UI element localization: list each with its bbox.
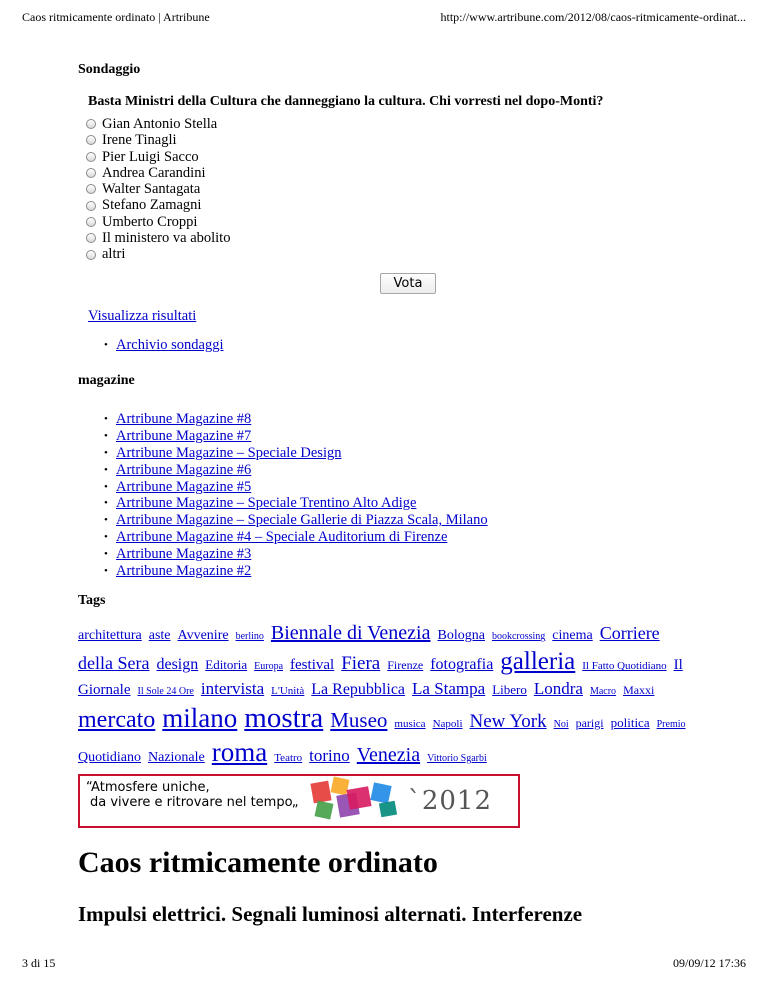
poll-option-label: Il ministero va abolito xyxy=(102,230,231,247)
poll-option-label: Irene Tinagli xyxy=(102,132,177,149)
tag-link[interactable]: Libero xyxy=(492,681,527,697)
article-subtitle: Impulsi elettrici. Segnali luminosi alternati. Interferenze xyxy=(78,901,583,926)
banner-slogan-line2: da vivere e ritrovare nel tempo„ xyxy=(90,794,299,810)
list-item xyxy=(104,411,698,428)
tag-link[interactable]: Premio xyxy=(656,718,686,730)
tag-link[interactable]: Corriere della Sera xyxy=(78,623,660,674)
radio-button[interactable] xyxy=(86,184,96,194)
print-header-title: Caos ritmicamente ordinato | Artribune xyxy=(22,10,210,24)
poll-options xyxy=(86,116,698,263)
poll-heading: Sondaggio xyxy=(78,62,141,77)
tag-link[interactable]: Firenze xyxy=(387,658,424,673)
poll-option-label: Andrea Carandini xyxy=(102,164,206,181)
tags-widget xyxy=(78,593,698,769)
magazine-link[interactable]: Artribune Magazine #6 xyxy=(116,461,252,478)
tag-link[interactable]: Fiera xyxy=(341,653,381,675)
tag-link[interactable]: berlino xyxy=(235,631,264,643)
banner-square xyxy=(346,786,371,810)
poll-option-label: altri xyxy=(102,246,126,263)
tag-link[interactable]: Vittorio Sgarbi xyxy=(427,752,487,764)
tag-link[interactable]: torino xyxy=(309,745,350,765)
vote-row xyxy=(78,273,698,294)
tag-link[interactable]: politica xyxy=(610,714,650,730)
tag-link[interactable]: Europa xyxy=(254,661,284,673)
magazine-link[interactable]: Artribune Magazine – Speciale Gallerie di Piazza Scala, Milano xyxy=(116,512,488,529)
tag-link[interactable]: bookcrossing xyxy=(491,631,546,643)
list-item xyxy=(104,445,698,462)
magazine-link[interactable]: Artribune Magazine – Speciale Design xyxy=(116,445,342,462)
poll-question: Basta Ministri della Cultura che danneggiano la cultura. Chi vorresti nel dopo-Monti? xyxy=(88,94,604,109)
tag-link[interactable]: mostra xyxy=(244,701,324,734)
magazine-widget xyxy=(78,373,698,579)
tag-link[interactable]: mercato xyxy=(78,706,156,733)
tag-link[interactable]: intervista xyxy=(200,678,265,698)
list-item xyxy=(104,337,698,354)
tag-cloud xyxy=(78,621,698,769)
radio-button[interactable] xyxy=(86,233,96,243)
print-header-url: http://www.artribune.com/2012/08/caos-ritmicamente-ordinat... xyxy=(440,10,746,24)
radio-button[interactable] xyxy=(86,217,96,227)
poll-option[interactable] xyxy=(86,165,698,181)
tag-link[interactable]: Editoria xyxy=(205,657,248,673)
tag-link[interactable]: Il Fatto Quotidiano xyxy=(582,660,667,673)
radio-button[interactable] xyxy=(86,119,96,129)
tag-link[interactable]: Noi xyxy=(553,718,569,730)
poll-option-label: Walter Santagata xyxy=(102,181,201,198)
poll-archive-link[interactable]: Archivio sondaggi xyxy=(116,336,224,353)
tag-link[interactable]: design xyxy=(156,656,199,674)
magazine-list xyxy=(104,411,698,579)
tag-link[interactable]: Napoli xyxy=(432,717,463,730)
tag-link[interactable]: galleria xyxy=(500,648,576,676)
radio-button[interactable] xyxy=(86,201,96,211)
poll-widget xyxy=(78,62,698,353)
magazine-heading: magazine xyxy=(78,373,135,389)
tag-link[interactable]: Londra xyxy=(533,678,583,698)
list-item xyxy=(104,479,698,496)
banner-square xyxy=(315,800,334,819)
tag-link[interactable]: New York xyxy=(469,710,547,732)
poll-option[interactable] xyxy=(86,149,698,165)
poll-option[interactable] xyxy=(86,197,698,213)
tag-link[interactable]: cinema xyxy=(552,628,593,644)
tag-link[interactable]: Biennale di Venezia xyxy=(270,622,431,645)
banner-square xyxy=(370,782,391,803)
tag-link[interactable]: musica xyxy=(394,717,426,730)
tags-heading: Tags xyxy=(78,593,106,609)
tag-link[interactable]: milano xyxy=(162,702,238,733)
radio-button[interactable] xyxy=(86,168,96,178)
list-item xyxy=(104,462,698,479)
tag-link[interactable]: roma xyxy=(211,736,268,767)
banner-square xyxy=(379,800,397,817)
tag-link[interactable]: L'Unità xyxy=(271,684,305,697)
tag-link[interactable]: architettura xyxy=(78,628,142,644)
tag-link[interactable]: Nazionale xyxy=(148,749,205,765)
article-title: Caos ritmicamente ordinato xyxy=(78,845,438,879)
banner-slogan-line1: “Atmosfere uniche, xyxy=(86,779,210,795)
poll-option[interactable] xyxy=(86,116,698,132)
poll-archive-list xyxy=(104,337,698,354)
list-item xyxy=(104,563,698,580)
tag-link[interactable]: Teatro xyxy=(274,751,303,764)
tag-link[interactable]: Quotidiano xyxy=(78,749,141,765)
print-footer-datetime: 09/09/12 17:36 xyxy=(672,956,746,970)
list-item xyxy=(104,428,698,445)
poll-option[interactable] xyxy=(86,132,698,148)
tag-link[interactable]: Avvenire xyxy=(177,628,229,644)
vote-button[interactable]: Vota xyxy=(380,273,437,294)
banner-year: `2012 xyxy=(407,785,492,816)
poll-option[interactable] xyxy=(86,181,698,197)
tag-link[interactable]: Bologna xyxy=(437,628,485,644)
magazine-link[interactable]: Artribune Magazine – Speciale Trentino Alto Adige xyxy=(116,495,417,512)
tag-link[interactable]: Il Sole 24 Ore xyxy=(137,685,194,697)
list-item xyxy=(104,512,698,529)
banner-square xyxy=(331,776,350,795)
magazine-link[interactable]: Artribune Magazine #5 xyxy=(116,478,252,495)
poll-option-label: Stefano Zamagni xyxy=(102,197,202,214)
tag-link[interactable]: La Stampa xyxy=(412,678,486,698)
tag-link[interactable]: Macro xyxy=(589,685,617,697)
view-results-link[interactable]: Visualizza risultati xyxy=(88,307,197,324)
poll-option[interactable] xyxy=(86,230,698,246)
tag-link[interactable]: Museo xyxy=(330,707,388,732)
list-item xyxy=(104,546,698,563)
magazine-link[interactable]: Artribune Magazine #8 xyxy=(116,411,252,428)
poll-option[interactable] xyxy=(86,246,698,262)
tag-link[interactable]: fotografia xyxy=(430,656,494,674)
poll-option-label: Pier Luigi Sacco xyxy=(102,148,199,165)
radio-button[interactable] xyxy=(86,250,96,260)
print-footer-page: 3 di 15 xyxy=(22,956,56,970)
magazine-link[interactable]: Artribune Magazine #3 xyxy=(116,545,252,562)
tag-link[interactable]: festival xyxy=(290,657,335,674)
page-content xyxy=(78,62,698,927)
magazine-link[interactable]: Artribune Magazine #7 xyxy=(116,428,252,445)
poll-option[interactable] xyxy=(86,214,698,230)
print-header xyxy=(22,10,746,28)
tag-link[interactable]: Venezia xyxy=(356,743,421,766)
radio-button[interactable] xyxy=(86,152,96,162)
advertising-banner[interactable] xyxy=(78,774,520,828)
radio-button[interactable] xyxy=(86,135,96,145)
poll-option-label: Umberto Croppi xyxy=(102,213,198,230)
tag-link[interactable]: Il Giornale xyxy=(78,657,683,698)
list-item xyxy=(104,495,698,512)
list-item xyxy=(104,529,698,546)
tag-link[interactable]: La Repubblica xyxy=(311,680,406,698)
tag-link[interactable]: aste xyxy=(148,628,171,644)
tag-link[interactable]: parigi xyxy=(575,715,604,730)
magazine-link[interactable]: Artribune Magazine #4 – Speciale Auditorium di Firenze xyxy=(116,529,448,546)
banner-square xyxy=(310,780,331,803)
tag-link[interactable]: Maxxi xyxy=(623,682,655,697)
poll-option-label: Gian Antonio Stella xyxy=(102,116,218,132)
magazine-link[interactable]: Artribune Magazine #2 xyxy=(116,562,252,579)
